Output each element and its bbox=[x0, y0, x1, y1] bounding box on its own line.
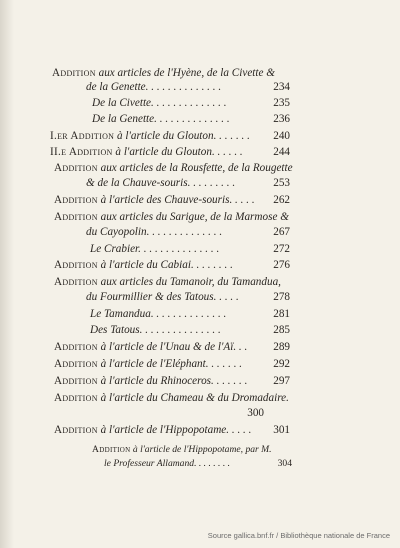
page-number: 285 bbox=[273, 324, 290, 336]
toc-line: Addition à l'article du Rhinoceros. . . . . . . 297 bbox=[54, 375, 290, 387]
toc-line: de la Genette. . . . . . . . . . . . . . 234 bbox=[86, 81, 290, 93]
page-number: 276 bbox=[273, 259, 290, 271]
toc-line: Addition à l'article de l'Eléphant. . . . . . . 292 bbox=[54, 358, 290, 370]
toc-line: Addition à l'article de l'Unau & de l'Aï. . . 289 bbox=[54, 341, 290, 353]
page-number: 236 bbox=[273, 113, 290, 125]
toc-line: Addition à l'article de l'Hippopotame, par M. bbox=[92, 444, 272, 455]
page-number: 292 bbox=[273, 358, 290, 370]
toc-line: du Fourmillier & des Tatous. . . . . 278 bbox=[86, 291, 290, 303]
page-number: 297 bbox=[273, 375, 290, 387]
toc-line: De la Genette. . . . . . . . . . . . . . 236 bbox=[92, 113, 290, 125]
page-number: 262 bbox=[273, 194, 290, 206]
toc-line: De la Civette. . . . . . . . . . . . . . 235 bbox=[92, 97, 290, 109]
toc-line: le Professeur Allamand. . . . . . . . 304 bbox=[104, 458, 292, 469]
source-credit: Source gallica.bnf.fr / Bibliothèque nationale de France bbox=[207, 531, 390, 540]
page-number: 240 bbox=[273, 130, 290, 142]
toc-line: Addition à l'article du Chameau & du Dromadaire. bbox=[54, 392, 289, 404]
page-number: 300 bbox=[247, 407, 264, 419]
toc-line: & de la Chauve-souris. . . . . . . . . 253 bbox=[86, 177, 290, 189]
page-number: 304 bbox=[277, 458, 292, 469]
page-number: 253 bbox=[273, 177, 290, 189]
toc-line: Des Tatous. . . . . . . . . . . . . . . 285 bbox=[90, 324, 290, 336]
page-number: 267 bbox=[273, 226, 290, 238]
page-number: 281 bbox=[273, 308, 290, 320]
toc-line: II.e Addition à l'article du Glouton. . . . . . 244 bbox=[50, 146, 290, 158]
toc-line: I.er Addition à l'article du Glouton. . . . . . . 240 bbox=[50, 130, 290, 142]
page-number: 244 bbox=[273, 146, 290, 158]
toc-line: Addition aux articles du Sarigue, de la Marmose & bbox=[54, 211, 289, 223]
page-number: 234 bbox=[273, 81, 290, 93]
page-number: 301 bbox=[273, 424, 290, 436]
toc-line: Addition aux articles de la Rousfette, de la Rougette bbox=[54, 162, 293, 174]
toc-line: Addition à l'article des Chauve-souris. . . . . 262 bbox=[54, 194, 290, 206]
toc-line: Le Tamandua. . . . . . . . . . . . . . 281 bbox=[90, 308, 290, 320]
toc-line: Addition à l'article de l'Hippopotame. . . . . 301 bbox=[54, 424, 290, 436]
toc-line: Le Crabier. . . . . . . . . . . . . . . 272 bbox=[90, 243, 290, 255]
toc-line: du Cayopolin. . . . . . . . . . . . . . 267 bbox=[86, 226, 290, 238]
toc-line: Addition aux articles du Tamanoir, du Tamandua, bbox=[54, 276, 281, 288]
page-number: 278 bbox=[273, 291, 290, 303]
toc-line: Addition aux articles de l'Hyène, de la Civette & bbox=[52, 67, 275, 79]
page-number: 235 bbox=[273, 97, 290, 109]
page-number: 289 bbox=[273, 341, 290, 353]
toc-line: Addition à l'article du Cabiai. . . . . . . . 276 bbox=[54, 259, 290, 271]
page-number: 272 bbox=[273, 243, 290, 255]
